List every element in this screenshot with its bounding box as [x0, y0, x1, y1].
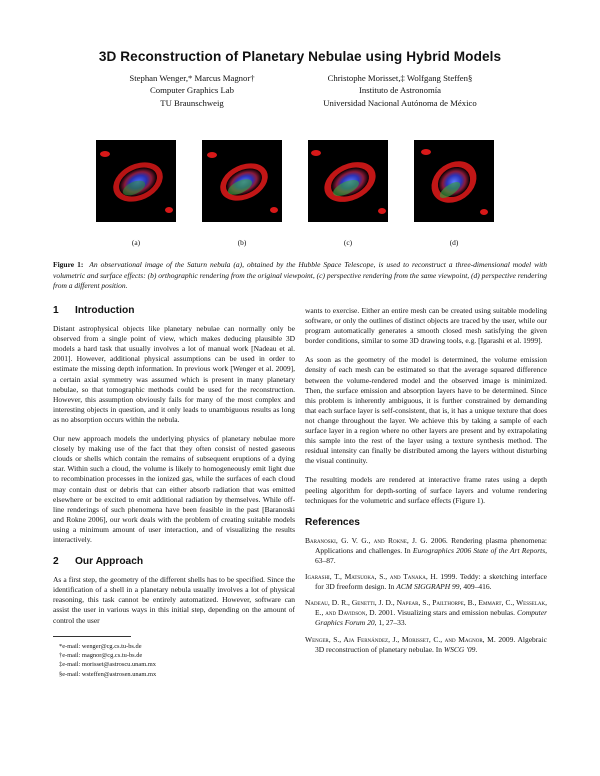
caption-label: Figure 1:: [53, 260, 84, 269]
section-heading-approach: 2 Our Approach: [53, 556, 144, 568]
author-block-left: [92, 72, 292, 109]
author-names-left: Stephan Wenger,* Marcus Magnor†: [129, 73, 255, 83]
intro-paragraph-2: Our new approach models the underlying physics of planetary nebulae more closely by making use of the fact that they often consist of nested gaseous clouds or shells which contain the remains of subsequent eruptions of a dying star. Within such a cloud, the volume is likely to homogeneously emit light due to recombination processes in the ionized gas, while the surfaces of each cloud may contain dust or debris that can either absorb radiation that was emitted elsewhere or be excited to emit additional radiation by themselves. While off-line renderings of such phenomena have been feasible in the past [Baranoski and Rokne 2006], our work deals with the problem of creating suitable models using a minimum amount of user interaction, and of visualizing the results interactively.: [53, 434, 295, 544]
figure-label-c: (c): [343, 238, 353, 247]
caption-text: An observational image of the Saturn nebula (a), obtained by the Hubble Space Telescope, is used to reconstruct a three-dimensional model with volumetric and surface effects: (b) orthographic rendering from the original viewpoint, (c) perspective rendering from the same viewpoint, (d) perspective rendering from a different position.: [53, 260, 547, 291]
author-block-right: [290, 72, 510, 109]
figure-label-a: (a): [131, 238, 141, 247]
reference-item: Baranoski, G. V. G., and Rokne, J. G. 2006. Rendering plasma phenomena: Applications and challenges. In Eurographics 2006 State of the Art Reports, 63–87.: [305, 535, 547, 565]
nebula-image-c: [308, 140, 388, 222]
section-heading-references: References: [305, 516, 360, 528]
figure-label-b: (b): [237, 238, 247, 247]
author-affiliation-right-2: Universidad Nacional Autónoma de México: [323, 97, 477, 108]
author-names-right: Christophe Morisset,‡ Wolfgang Steffen§: [327, 73, 473, 83]
footnotes: [53, 636, 295, 679]
nebula-image-a: [96, 140, 176, 222]
figure-1: [96, 140, 506, 250]
section-heading-introduction: 1 Introduction: [53, 305, 135, 316]
intro-paragraph-1: Distant astrophysical objects like planetary nebulae can normally only be observed from a single point of view, which makes deducing plausible 3D models a hard task that usually involves a lot of manual work [Nadeau et al. 2001]. However, additional physical assumptions can be used in order to estimate the missing depth information. In previous work [Wenger et al. 2009], a certain axial symmetry was assumed which is present in many planetary nebulae, so that tomographic methods could be used for the reconstruction. However, this assumption obviously fails for many of the most complex and interesting objects in question, and it only leads to unambiguous results as long as no absorption occurs within the nebula.: [53, 324, 295, 424]
reference-item: Wenger, S., Aja Fernández, J., Morisset, C., and Magnor, M. 2009. Algebraic 3D reconstruction of planetary nebulae. In WSCG '09.: [305, 634, 548, 654]
author-affiliation-left-1: Computer Graphics Lab: [150, 85, 234, 96]
footnote-4: §e-mail: wsteffen@astrosen.unam.mx: [59, 670, 157, 678]
figure-panel-a: [96, 140, 176, 250]
figure-panel-d: [414, 140, 494, 250]
figure-panel-c: [308, 140, 388, 250]
author-affiliation-right-1: Instituto de Astronomía: [358, 85, 442, 96]
figure-panel-b: [202, 140, 282, 250]
footnote-rule: [53, 636, 131, 637]
figure-caption: [53, 260, 547, 292]
footnote-2: †e-mail: magnor@cg.cs.tu-bs.de: [59, 652, 143, 660]
author-affiliation-left-2: TU Braunschweig: [160, 97, 224, 108]
reference-item: Igarashi, T., Matsuoka, S., and Tanaka, H. 1999. Teddy: a sketching interface for 3D freeform design. In ACM SIGGRAPH 99, 409–416.: [305, 572, 547, 592]
figure-label-d: (d): [449, 238, 459, 247]
nebula-image-d: [414, 140, 494, 222]
approach-paragraph-1: As a first step, the geometry of the different shells has to be specified. Since the identification of a shell in a planetary nebula usually involves a lot of physical reasoning, this task cannot be entirely automatized. However, software can assist the user in various ways in this initial step, depending on the amount of control the user: [53, 575, 295, 625]
nebula-image-b: [202, 140, 282, 222]
footnote-3: ‡e-mail: morisset@astroscu.unam.mx: [59, 661, 156, 669]
paper-title: 3D Reconstruction of Planetary Nebulae using Hybrid Models: [98, 49, 502, 64]
left-column: [53, 306, 295, 626]
footnote-1: *e-mail: wenger@cg.cs.tu-bs.de: [59, 643, 142, 650]
approach-paragraph-4: The resulting models are rendered at interactive frame rates using a depth peeling algorithm for depth-sorting of surface layers and volume rendering techniques for the volumetric and surface effects (Figure 1).: [305, 475, 547, 505]
reference-item: Nadeau, D. R., Genetti, J. D., Napear, S., Pailthorpe, B., Emmart, C., Wesselak, E., and Davidson, D. 2001. Visualizing stars and emission nebulas. Computer Graphics Forum 20, 1, 27–33.: [305, 598, 547, 628]
right-column: [305, 306, 547, 655]
approach-paragraph-3: As soon as the geometry of the model is determined, the volume emission density of each mesh can be estimated so that the average squared difference between the volume-rendered model and the observed image is minimized. Then, the surface emission and absorption layers have to be determined. Since this problem is inherently ambiguous, it is further constrained by demanding that each surface layer is self-consistent, that is, it has a unique texture that does not change throughout the layer. We achieve this by taking a sample of each surface layer in a region where no other layers are present and by extrapolating this sample into the rest of the layer using a texture synthesis method. The residual intensity can finally be distributed among the layers without disturbing the visual continuity.: [305, 355, 547, 466]
approach-paragraph-2: wants to exercise. Either an entire mesh can be created using suitable modeling software, or only the outlines of distinct objects are traced by the user, while our program automatically generates a smooth closed mesh satisfying the given border conditions, similar to some 3D drawing tools, e.g. [Igarashi et al. 1999].: [305, 306, 547, 346]
